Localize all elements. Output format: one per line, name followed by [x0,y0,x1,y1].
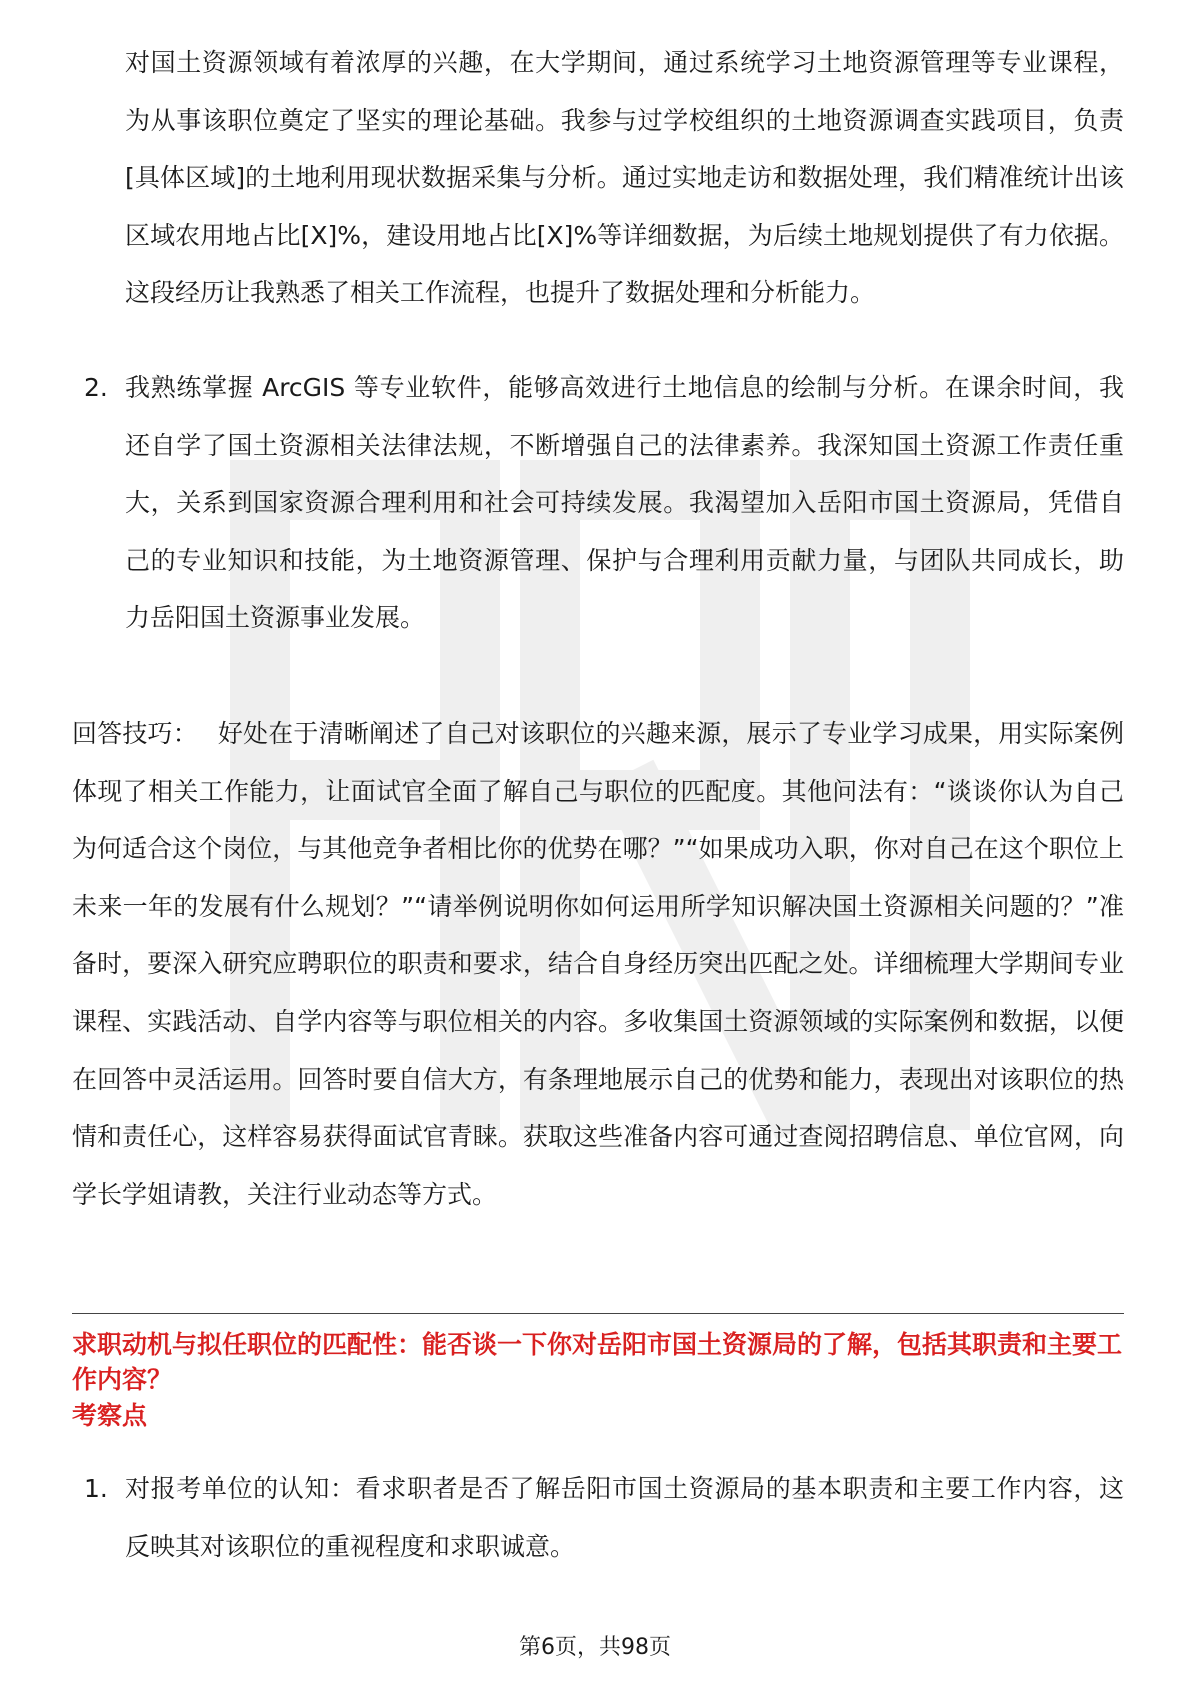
examination-points-title: 考察点 [72,1401,148,1430]
list-item-number: 1. [84,1474,108,1503]
page-number-footer: 第6页，共98页 [519,1635,671,1660]
answer-tips-paragraph [72,705,1124,1223]
list-item-number: 2. [84,373,108,402]
list-item-text: 对报考单位的认知：看求职者是否了解岳阳市国土资源局的基本职责和主要工作内容，这反映其对该职位的重视程度和求职诚意。 [125,1474,1124,1561]
answer-tips-label: 回答技巧： [72,719,198,748]
list-item-1-continued [84,34,1124,322]
interview-question-heading: 求职动机与拟任职位的匹配性：能否谈一下你对岳阳市国土资源局的了解，包括其职责和主要工作内容？ [72,1330,1123,1394]
list-item-text: 我熟练掌握 ArcGIS 等专业软件，能够高效进行土地信息的绘制与分析。在课余时间，我还自学了国土资源相关法律法规，不断增强自己的法律素养。我深知国土资源工作责任重大，关系到国家资源合理利用和社会可持续发展。我渴望加入岳阳市国土资源局，凭借自己的专业知识和技能，为土地资源管理、保护与合理利用贡献力量，与团队共同成长，助力岳阳国土资源事业发展。 [125,373,1124,633]
list-item-text: 对国土资源领域有着浓厚的兴趣，在大学期间，通过系统学习土地资源管理等专业课程，为从事该职位奠定了坚实的理论基础。我参与过学校组织的土地资源调查实践项目，负责[具体区域]的土地利用现状数据采集与分析。通过实地走访和数据处理，我们精准统计出该区域农用地占比[X]%，建设用地占比[X]%等详细数据，为后续土地规划提供了有力依据。这段经历让我熟悉了相关工作流程，也提升了数据处理和分析能力。 [125,48,1124,308]
list-item-2 [84,359,1124,647]
examination-point-1 [84,1460,1124,1575]
answer-tips-text: 好处在于清晰阐述了自己对该职位的兴趣来源，展示了专业学习成果，用实际案例体现了相关工作能力，让面试官全面了解自己与职位的匹配度。其他问法有：“谈谈你认为自己为何适合这个岗位，与其他竞争者相比你的优势在哪？”“如果成功入职，你对自己在这个职位上未来一年的发展有什么规划？”“请举例说明你如何运用所学知识解决国土资源相关问题的？”准备时，要深入研究应聘职位的职责和要求，结合自身经历突出匹配之处。详细梳理大学期间专业课程、实践活动、自学内容等与职位相关的内容。多收集国土资源领域的实际案例和数据，以便在回答中灵活运用。回答时要自信大方，有条理地展示自己的优势和能力，表现出对该职位的热情和责任心，这样容易获得面试官青睐。获取这些准备内容可通过查阅招聘信息、单位官网，向学长学姐请教，关注行业动态等方式。 [72,719,1124,1209]
section-divider [72,1313,1124,1314]
